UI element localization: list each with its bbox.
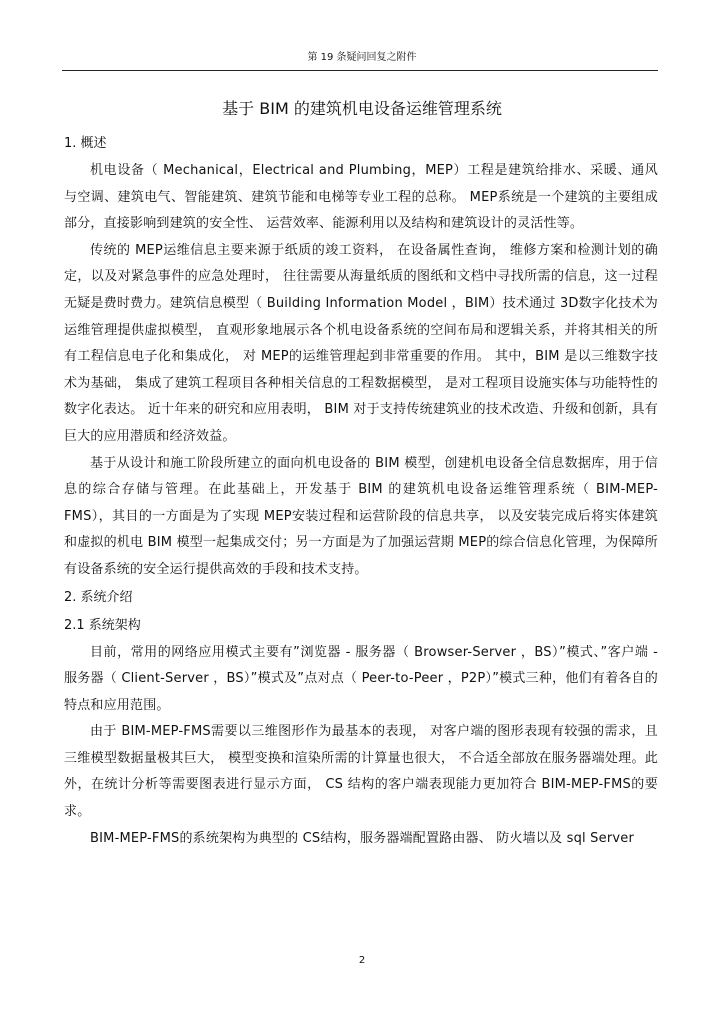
document-title: 基于 BIM 的建筑机电设备运维管理系统 xyxy=(222,99,502,118)
page-number: 2 xyxy=(358,955,366,966)
paragraph: 由于 BIM-MEP-FMS需要以三维图形作为最基本的表现， 对客户端的图形表现有较强的需求，且三维模型数据量极其巨大， 模型变换和渲染所需的计算量也很大， 不合适全部放在服务器端处理。此外，在统计分析等需要图表进行显示方面， CS 结构的客户端表现能力更加符合 BIM-MEP-FMS的要求。 xyxy=(64,724,658,820)
document-body xyxy=(64,130,658,852)
paragraph: 机电设备（ Mechanical，Electrical and Plumbing，MEP）工程是建筑给排水、采暖、通风与空调、建筑电气、智能建筑、建筑节能和电梯等专业工程的总称。 MEP系统是一个建筑的主要组成部分，直接影响到建筑的安全性、 运营效率、能源利用以及结构和建筑设计的灵活性等。 xyxy=(64,163,658,232)
section-heading-system-architecture: 2.1 系统架构 xyxy=(64,617,141,633)
running-header: 第 19 条疑问回复之附件 xyxy=(307,52,417,63)
section-heading-system-intro: 2. 系统介绍 xyxy=(64,589,133,605)
paragraph: BIM-MEP-FMS的系统架构为典型的 CS结构，服务器端配置路由器、 防火墙以及 sql Server xyxy=(90,830,635,846)
paragraph: 基于从设计和施工阶段所建立的面向机电设备的 BIM 模型，创建机电设备全信息数据库，用于信息的综合存储与管理。在此基础上，开发基于 BIM 的建筑机电设备运维管理系统（ BIM-MEP-FMS），其目的一方面是为了实现 MEP安装过程和运营阶段的信息共享， 以及安装完成后将实体建筑和虚拟的机电 BIM 模型一起集成交付；另一方面是为了加强运营期 MEP的综合信息化管理，为保障所有设备系统的安全运行提供高效的手段和技术支持。 xyxy=(64,455,658,577)
paragraph: 传统的 MEP运维信息主要来源于纸质的竣工资料， 在设备属性查询， 维修方案和检测计划的确定，以及对紧急事件的应急处理时， 往往需要从海量纸质的图纸和文档中寻找所需的信息，这一过程无疑是费时费力。建筑信息模型（ Building Information Model ，BIM）技术通过 3D数字化技术为运维管理提供虚拟模型， 直观形象地展示各个机电设备系统的空间布局和逻辑关系，并将其相关的所有工程信息电子化和集成化， 对 MEP的运维管理起到非常重要的作用。 其中，BIM 是以三维数字技术为基础， 集成了建筑工程项目各种相关信息的工程数据模型， 是对工程项目设施实体与功能特性的数字化表达。 近十年来的研究和应用表明， BIM 对于支持传统建筑业的技术改造、升级和创新，具有巨大的应用潜质和经济效益。 xyxy=(64,242,658,444)
section-heading-overview: 1. 概述 xyxy=(64,136,107,151)
paragraph: 目前，常用的网络应用模式主要有”浏览器 - 服务器（ Browser-Server ，BS）”模式、”客户端 - 服务器（ Client-Server ，BS）”模式及”点对点（ Peer-to-Peer ，P2P）”模式三种，他们有着各自的特点和应用范围。 xyxy=(64,644,658,713)
header-divider xyxy=(62,70,658,71)
